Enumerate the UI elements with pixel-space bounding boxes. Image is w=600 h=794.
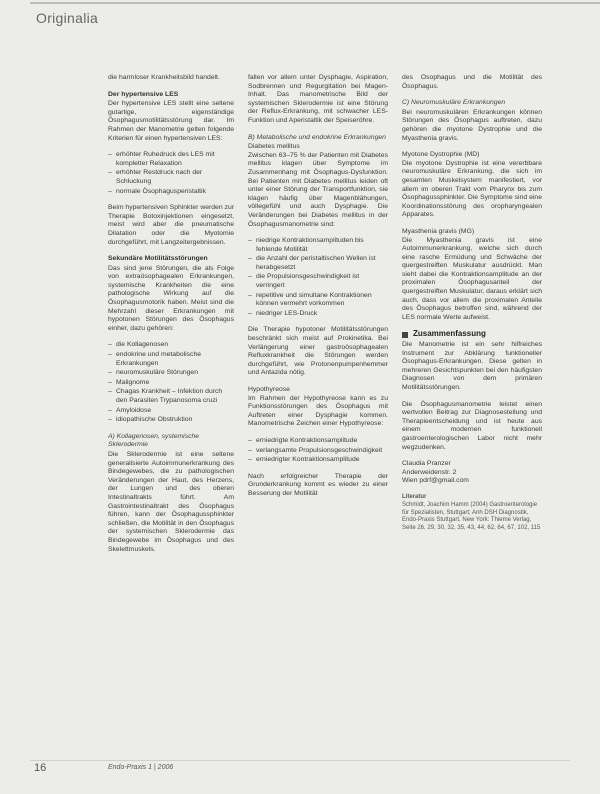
paragraph: Die Sklerodermie ist eine seltene generalisierte Autoimmunerkrankung des Bindegewebes, die zu pathologischen Veränderungen der Haut, des Herzens, der Lungen und des oberen Intestinaltrakts führt. Am Gastrointestinaltrakt des Ösophagus führen, kann der Ösophagussphinkter schließen, die Motilität in den Ösophagus der systemischen Sklerodermie das Bindegewebe im Ösophagus und des Skelettmuskels. — [108, 450, 234, 553]
footer-rule — [30, 760, 570, 761]
heading-secondary: Sekundäre Motilitätsstörungen — [108, 255, 208, 263]
list-item: – niedrige Kontraktionsamplituden bis fehlende Motilität — [248, 237, 388, 254]
references-text: Schmidt, Joachim Hamm (2004) Gastroenterologie für Spezialisten, Stuttgart; Anh DSH Diagnostik, Endo-Praxis Stuttgart, New York: Thieme Verlag, Seite 26, 29, 30, 32, 35, 43, 44, 62, 64, 67, 102, 115 — [402, 502, 541, 531]
author-block: Claudia Pranzer Anderweidenstr. 2 Wien pdrf@gmail.com — [402, 460, 469, 485]
heading-mg: Myasthenia gravis (MG) — [402, 227, 475, 235]
paragraph: Die Therapie hypotoner Motilitätsstörungen beschränkt sich meist auf Prokinetika. Bei Verlängerung einer gastroösophagealen Refluxkrankheit die Störungen werden durchgeführt, wie Protonenpumpenhemmer und Antazida nötig. — [248, 326, 388, 377]
paragraph: Bei neuromuskulären Erkrankungen können Störungen des Ösophagus auftreten, dazu gehören die myotone Dystrophie und die Myasthenia gravis. — [402, 108, 542, 142]
paragraph: Das sind jene Störungen, die als Folge von extraösophagealen Erkrankungen, systemische Krankheiten die eine pathologische Wirkung auf die Ösophagusmotorik haben. Meist sind die Mehrzahl dieser Erkrankungen mit hypotonen Störungen des Ösophagus einher, dazu gehören: — [108, 264, 234, 332]
list-item: – die Anzahl der peristaltischen Wellen ist herabgesetzt — [248, 255, 388, 272]
list-item: – niedriger LES-Druck — [248, 310, 388, 319]
paragraph: die harmloser Krankheitsbild handelt. — [108, 74, 220, 81]
paragraph: Die myotone Dystrophie ist eine vererbbare neuromuskuläre Erkrankung, die sich im gesamten Muskelsystem manifestiert, vor allem im oberen Trakt vom Pharynx bis zum Ösophagussphinkter. Die Symptome sind eine Koordinationsstörung des oropharyngealen Apparates. — [402, 159, 542, 219]
disorder-list — [108, 341, 234, 424]
column-2 — [248, 74, 388, 756]
paragraph: Beim hypertensiven Sphinkter werden zur Therapie Botoxinjektionen eingesetzt, meist wird aber die pneumatische Dilatation oder die Myotomie durchgeführt, mit Langzeitergebnissen. — [108, 204, 234, 246]
list-item: – idiopathische Obstruktion — [108, 416, 234, 425]
subheading-a: A) Kollagenosen, systemische Sklerodermie — [108, 432, 200, 449]
references-heading: Literatur — [402, 493, 427, 500]
list-item: – repetitive und simultane Kontraktionen können vermehrt vorkommen — [248, 292, 388, 309]
list-item: – Malignome — [108, 379, 234, 388]
thyroid-list — [248, 437, 388, 465]
summary-heading — [402, 330, 542, 339]
paragraph: des Ösophagus und die Motilität des Ösophagus. — [402, 74, 542, 90]
list-item: – normale Ösophagusperistaltik — [108, 188, 234, 197]
list-item: – die Kollagenosen — [108, 341, 234, 350]
header-rule — [30, 2, 600, 4]
paragraph: Im Rahmen der Hypothyreose kann es zu Funktionsstörungen des Ösophagus mit Auftreten einer Dysphagie kommen. Manometrische Zeichen einer Hypothyreose: — [248, 394, 388, 428]
list-item: – die Propulsionsgeschwindigkeit ist verringert — [248, 273, 388, 290]
page-number: 16 — [34, 762, 47, 774]
paragraph: Der hypertensive LES stellt eine seltene gutartige, eigenständige Ösophagusmotilitätsstörung dar. Im Rahmen der Manometrie gelten folgende Kriterien für einen hypertensiven LES: — [108, 100, 234, 142]
paragraph: Nach erfolgreicher Therapie der Grunderkrankung kommt es wieder zu einer Besserung der Motilität — [248, 472, 388, 497]
list-item: – erniedrigte Kontraktionsamplitude — [248, 437, 388, 446]
section-label: Originalia — [36, 10, 99, 26]
journal-name: Endo-Praxis 1 | 2006 — [108, 764, 174, 771]
list-item: – neuromuskuläre Störungen — [108, 369, 234, 378]
list-item: – Amyloidose — [108, 407, 234, 416]
column-1 — [108, 74, 234, 756]
subheading-b: B) Metabolische und endokrine Erkrankungen — [248, 133, 386, 141]
list-item: – erniedrigter Kontraktionsamplitude — [248, 456, 388, 465]
heading-hypothyreose: Hypothyreose — [248, 386, 290, 393]
heading-md: Myotone Dystrophie (MD) — [402, 151, 480, 159]
column-3 — [402, 74, 542, 756]
criteria-list — [108, 151, 234, 196]
subheading-diabetes: Diabetes mellitus — [248, 143, 300, 151]
subheading-c: C) Neuromuskuläre Erkrankungen — [402, 99, 506, 107]
list-item: – Chagas Krankheit – Infektion durch den Parasiten Trypanosoma cruzi — [108, 388, 234, 405]
list-item: – endokrine und metabolische Erkrankungen — [108, 351, 234, 368]
summary-heading-text: Zusammenfassung — [413, 329, 486, 339]
list-item: – verlangsamte Propulsionsgeschwindigkeit — [248, 447, 388, 456]
paragraph: Die Manometrie ist ein sehr hilfreiches Instrument zur Abklärung funktioneller Ösophagus-Erkrankungen. Diese gelten in mehreren Gesichtspunkten bei den häufigsten Diagnosen von dem primären Motilitätsstörungen. — [402, 341, 542, 391]
paragraph: Die Ösophagusmanometrie leistet einen wertvollen Beitrag zur Diagnosestellung und Therapieentscheidung und ist heute aus einem modernen funktionell gastroenterologischen Labor nicht mehr wegzudenken. — [402, 400, 542, 451]
square-bullet-icon — [402, 332, 408, 338]
paragraph: fallen vor allem unter Dysphagie, Aspiration, Sodbrennen und Regurgitation bei Magen-Inhalt. Das manometrische Bild der systemischen Sklerodermie ist eine Störung der Reflux-Erkrankung, mit schwacher LES-Funktion und Aperistaltik der Speiseröhre. — [248, 74, 388, 124]
references — [402, 494, 542, 532]
paragraph: Zwischen 63–75 % der Patienten mit Diabetes mellitus klagen über Symptome im Zusammenhang mit Ösophagus-Dysfunktion. Bei Patienten mit Diabetes mellitus leiden oft unter einer Störung der Transportfunktion, sie klagen häufig über Magenblähungen, völlegefühl und auch Dysphagie. Die Veränderungen bei Diabetes mellitus in der Ösophagusmanometrie sind: — [248, 151, 388, 228]
list-item: – erhöhter Ruhedruck des LES mit kompletter Relaxation — [108, 151, 234, 168]
list-item: – erhöhter Restdruck nach der Schluckung — [108, 169, 234, 186]
heading-hypertensive-les: Der hypertensive LES — [108, 90, 179, 98]
paragraph: Die Myasthenia gravis ist eine Autoimmunerkrankung, welche sich durch eine rasche Ermüdung und Schwäche der quergestreiften Muskulatur ausdrückt. Man sieht dabei die Kontraktionsamplitude an der proximalen Ösophagusanteil der quergestreiften Muskulatur, daraus erklärt sich auch, dass vor allem die proximalen Anteile des Ösophagus betroffen sind, während der LES normale Werte aufweist. — [402, 236, 542, 321]
diabetes-list — [248, 237, 388, 318]
